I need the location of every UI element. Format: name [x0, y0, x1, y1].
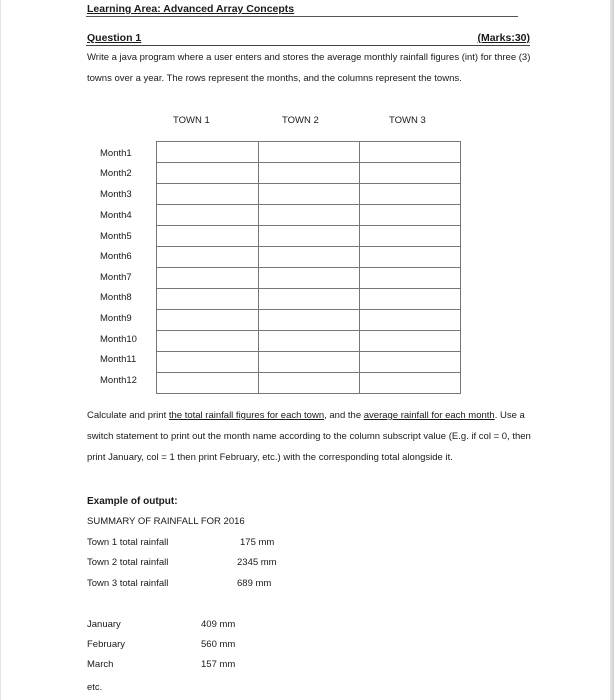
grid-cell [360, 163, 461, 184]
instructions-part-3: . Use a switch statement to print out the month name according to the column subscript value (E.g. if col = 0, then print January, col = 1 then print February, etc.) with the corresponding total alongside it. [87, 410, 531, 463]
grid-cell [157, 184, 259, 205]
grid-cell [157, 142, 259, 163]
grid-cell [360, 331, 461, 352]
grid-cell [360, 268, 461, 289]
month-january-value: 409 mm [201, 619, 236, 630]
row-label-month12: Month12 [100, 375, 137, 386]
grid-row [157, 163, 461, 184]
grid-cell [259, 184, 360, 205]
question-marks: (Marks:30) [477, 32, 530, 44]
grid-cell [259, 289, 360, 310]
row-label-month5: Month5 [100, 231, 132, 242]
grid-row [157, 184, 461, 205]
month-march-value: 157 mm [201, 659, 236, 670]
grid-cell [259, 247, 360, 268]
grid-cell [157, 268, 259, 289]
instructions-part-1: Calculate and print [87, 410, 169, 421]
grid-cell [259, 226, 360, 247]
grid-row [157, 268, 461, 289]
etc-text: etc. [87, 682, 103, 693]
grid-row [157, 310, 461, 331]
grid-row [157, 205, 461, 226]
grid-cell [360, 184, 461, 205]
grid-row [157, 352, 461, 373]
grid-row [157, 331, 461, 352]
grid-row [157, 247, 461, 268]
row-label-month8: Month8 [100, 292, 132, 303]
example-heading: Example of output: [87, 496, 178, 507]
grid-cell [360, 352, 461, 373]
town-3-total-label: Town 3 total rainfall [87, 578, 169, 589]
rainfall-grid [156, 141, 461, 394]
grid-cell [157, 352, 259, 373]
page-left-edge [0, 0, 1, 700]
grid-row [157, 289, 461, 310]
town-1-total-value: 175 mm [240, 537, 275, 548]
instructions-underline-totals: the total rainfall figures for each town [168, 410, 325, 421]
town-1-total-label: Town 1 total rainfall [87, 537, 169, 548]
grid-cell [360, 247, 461, 268]
row-label-month2: Month2 [100, 168, 132, 179]
grid-cell [259, 352, 360, 373]
grid-cell [157, 373, 259, 394]
learning-area-title: Learning Area: Advanced Array Concepts [87, 3, 295, 15]
column-header-town-3: TOWN 3 [389, 115, 426, 126]
month-february-value: 560 mm [201, 639, 236, 650]
month-january-label: January [87, 619, 121, 630]
grid-cell [360, 226, 461, 247]
instructions-underline-average: average rainfall for each month [363, 410, 495, 421]
row-label-month6: Month6 [100, 251, 132, 262]
question-divider [86, 45, 530, 46]
row-label-month9: Month9 [100, 313, 132, 324]
grid-cell [157, 247, 259, 268]
row-label-month4: Month4 [100, 210, 132, 221]
grid-cell [259, 205, 360, 226]
column-header-town-2: TOWN 2 [282, 115, 319, 126]
grid-row [157, 373, 461, 394]
town-2-total-value: 2345 mm [237, 557, 277, 568]
grid-cell [259, 331, 360, 352]
grid-cell [360, 310, 461, 331]
row-label-month10: Month10 [100, 334, 137, 345]
grid-cell [360, 373, 461, 394]
summary-title: SUMMARY OF RAINFALL FOR 2016 [87, 516, 245, 527]
grid-cell [259, 268, 360, 289]
row-label-month7: Month7 [100, 272, 132, 283]
grid-cell [157, 205, 259, 226]
question-text: Write a java program where a user enters and stores the average monthly rainfall figures (int) for three (3) towns over a year. The rows represent the months, and the columns represent the towns. [87, 52, 531, 84]
grid-row [157, 142, 461, 163]
column-header-town-1: TOWN 1 [173, 115, 210, 126]
grid-cell [157, 226, 259, 247]
grid-cell [360, 289, 461, 310]
grid-cell [360, 205, 461, 226]
grid-cell [157, 163, 259, 184]
grid-cell [360, 142, 461, 163]
instructions-text [87, 405, 537, 468]
row-label-month11: Month11 [100, 354, 137, 365]
grid-cell [259, 142, 360, 163]
month-february-label: February [87, 639, 126, 650]
grid-cell [157, 331, 259, 352]
grid-cell [157, 310, 259, 331]
header-divider [86, 16, 518, 17]
row-label-month1: Month1 [100, 148, 132, 159]
town-3-total-value: 689 mm [237, 578, 272, 589]
town-2-total-label: Town 2 total rainfall [87, 557, 169, 568]
grid-cell [259, 310, 360, 331]
grid-cell [157, 289, 259, 310]
grid-cell [259, 373, 360, 394]
month-march-label: March [87, 659, 114, 670]
question-title: Question 1 [87, 32, 142, 44]
page-right-edge [610, 0, 614, 700]
instructions-part-2: , and the [324, 410, 364, 421]
grid-row [157, 226, 461, 247]
grid-cell [259, 163, 360, 184]
row-label-month3: Month3 [100, 189, 132, 200]
